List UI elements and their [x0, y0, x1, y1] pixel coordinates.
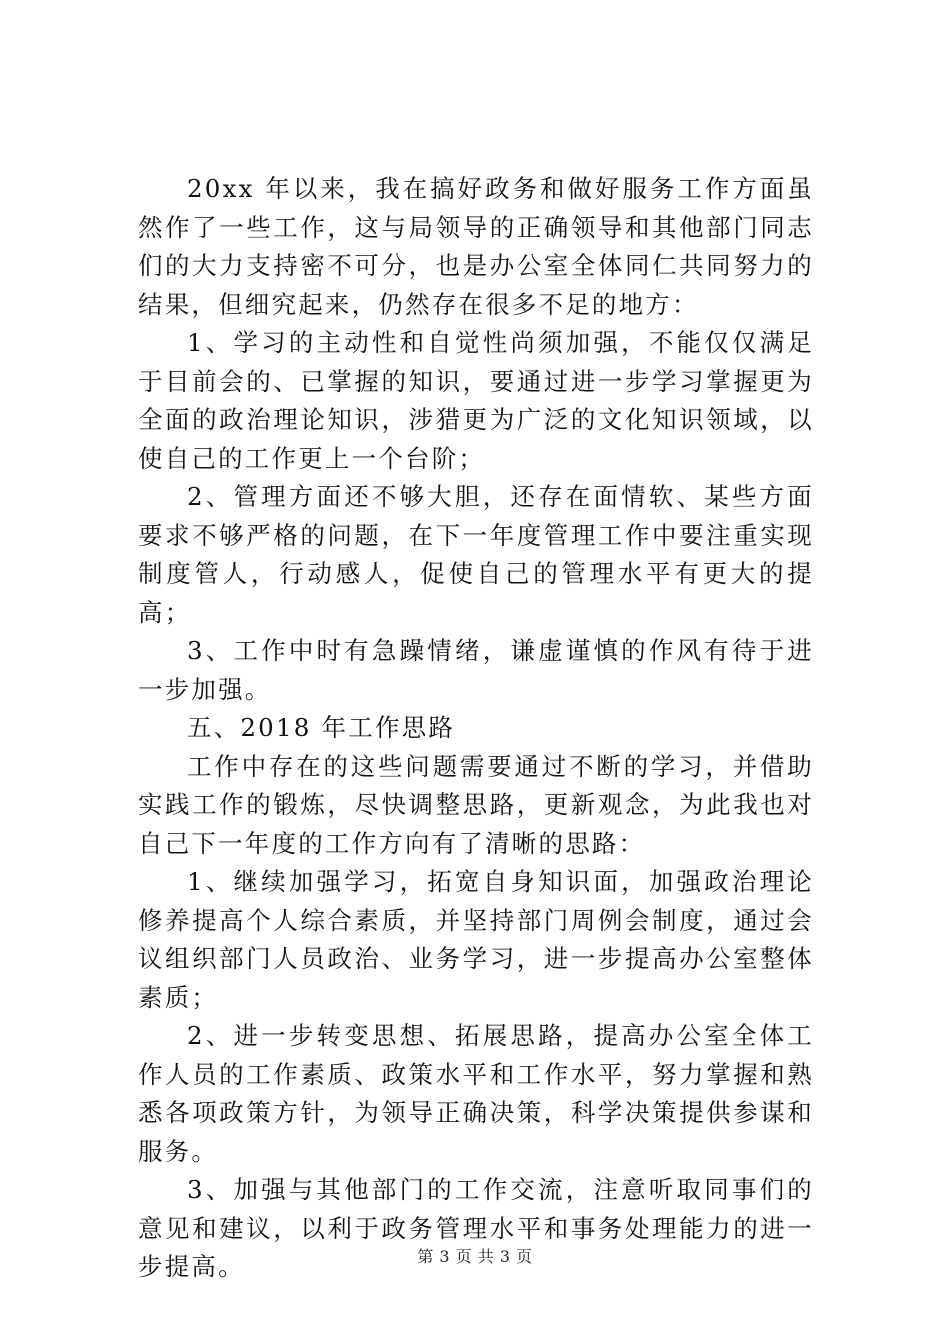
paragraph-plan-intro: 工作中存在的这些问题需要通过不断的学习，并借助实践工作的锻炼，尽快调整思路，更新观念，为此我也对自己下一年度的工作方向有了清晰的思路：	[138, 751, 814, 858]
paragraph-shortcoming-3: 3、工作中时有急躁情绪，谦虚谨慎的作风有待于进一步加强。	[138, 636, 814, 704]
paragraph-plan-3: 3、加强与其他部门的工作交流，注意听取同事们的意见和建议，以利于政务管理水平和事务处理能力的进一步提高。	[138, 1175, 814, 1281]
paragraph-shortcoming-2: 2、管理方面还不够大胆，还存在面情软、某些方面要求不够严格的问题，在下一年度管理工作中要注重实现制度管人，行动感人，促使自己的管理水平有更大的提高；	[138, 482, 814, 627]
section-heading-work-plan: 五、2018 年工作思路	[187, 713, 456, 742]
paragraph-plan-2: 2、进一步转变思想、拓展思路，提高办公室全体工作人员的工作素质、政策水平和工作水平，努力掌握和熟悉各项政策方针，为领导正确决策，科学决策提供参谋和服务。	[138, 1021, 814, 1166]
paragraph-plan-1: 1、继续加强学习，拓宽自身知识面，加强政治理论修养提高个人综合素质，并坚持部门周例会制度，通过会议组织部门人员政治、业务学习，进一步提高办公室整体素质；	[138, 867, 814, 1012]
page-number-footer: 第 3 页 共 3 页	[417, 1247, 533, 1266]
document-body	[138, 170, 814, 1287]
paragraph-shortcoming-1: 1、学习的主动性和自觉性尚须加强，不能仅仅满足于目前会的、已掌握的知识，要通过进一步学习掌握更为全面的政治理论知识，涉猎更为广泛的文化知识领域，以使自己的工作更上一个台阶；	[138, 328, 814, 473]
paragraph-summary: 20xx 年以来，我在搞好政务和做好服务工作方面虽然作了一些工作，这与局领导的正确领导和其他部门同志们的大力支持密不可分，也是办公室全体同仁共同努力的结果，但细究起来，仍然存在很多不足的地方：	[138, 174, 814, 319]
